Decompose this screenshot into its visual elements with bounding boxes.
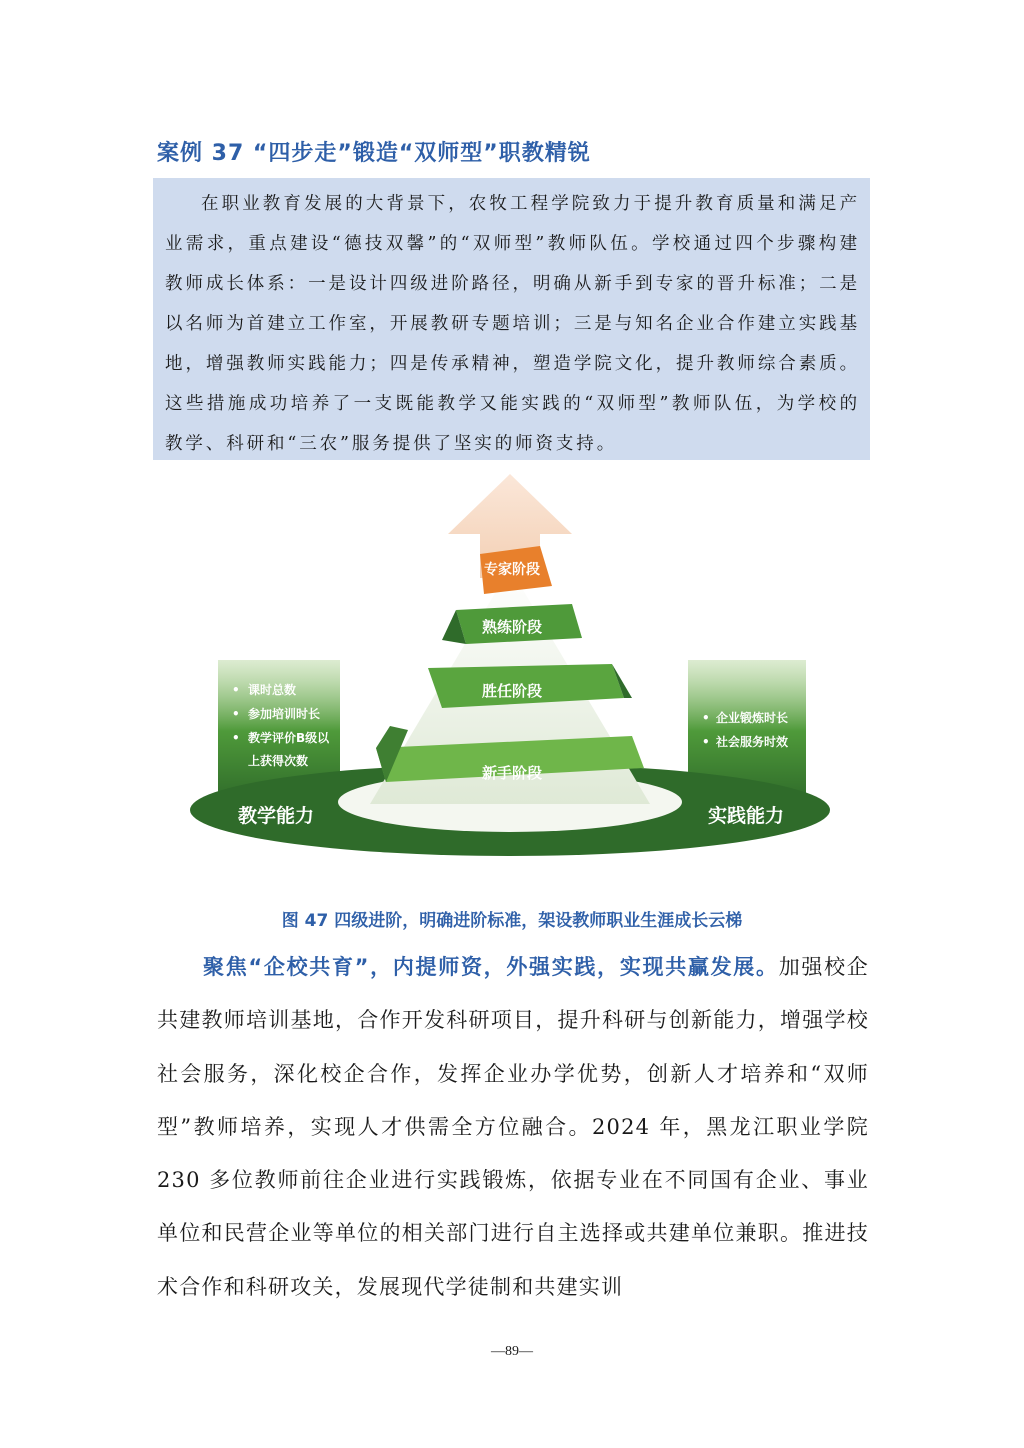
figure-caption: 图 47 四级进阶，明确进阶标准，架设教师职业生涯成长云梯	[281, 911, 743, 931]
case-title: 案例 37 “四步走”锻造“双师型”职教精锐	[157, 141, 591, 166]
body-text: 加强校企共建教师培训基地，合作开发科研项目，提升科研与创新能力，增强学校社会服务，深化校企合作，发挥企业办学优势，创新人才培养和“双师型”教师培养，实现人才供需全方位融合。2024 年，黑龙江职业学院 230 多位教师前往企业进行实践锻炼，依据专业在不同国有企业、事业单位和民营企业等单位的相关部门进行自主选择或共建单位兼职。推进技术合作和科研攻关，发展现代学徒制和共建实训	[157, 955, 869, 1299]
left-panel-item: 参加培训时长	[248, 707, 321, 721]
case-summary-text: 在职业教育发展的大背景下，农牧工程学院致力于提升教育质量和满足产业需求，重点建设“德技双馨”的“双师型”教师队伍。学校通过四个步骤构建教师成长体系：一是设计四级进阶路径，明确从新手到专家的晋升标准；二是以名师为首建立工作室，开展教研专题培训；三是与知名企业合作建立实践基地，增强教师实践能力；四是传承精神，塑造学院文化，提升教师综合素质。这些措施成功培养了一支既能教学又能实践的“双师型”教师队伍，为学校的教学、科研和“三农”服务提供了坚实的师资支持。	[165, 194, 860, 454]
stage-label-competent: 胜任阶段	[481, 682, 543, 700]
stage-label-novice: 新手阶段	[481, 764, 543, 782]
page-number: —89—	[491, 1344, 533, 1359]
left-panel-item: 上获得次数	[248, 754, 309, 768]
left-panel-item: 教学评价B级以	[248, 731, 330, 745]
right-panel-item: •	[702, 735, 710, 749]
case-summary-box	[153, 178, 870, 460]
body-paragraph	[157, 941, 869, 1314]
stage-label-expert: 专家阶段	[484, 562, 540, 578]
growth-ladder-figure	[180, 468, 860, 888]
left-panel-item: •	[232, 707, 240, 721]
teaching-ability-label: 教学能力	[237, 805, 315, 827]
right-panel-item: •	[702, 711, 710, 725]
left-panel-item: •	[232, 731, 240, 745]
left-panel-item: 课时总数	[248, 683, 297, 697]
right-panel-item: 社会服务时效	[716, 735, 789, 749]
stage-label-proficient: 熟练阶段	[481, 618, 543, 636]
practice-ability-label: 实践能力	[707, 805, 785, 827]
body-lead: 聚焦“企校共育”，内提师资，外强实践，实现共赢发展。	[203, 955, 779, 979]
right-panel-item: 企业锻炼时长	[716, 711, 789, 725]
left-panel-item: •	[232, 683, 240, 697]
